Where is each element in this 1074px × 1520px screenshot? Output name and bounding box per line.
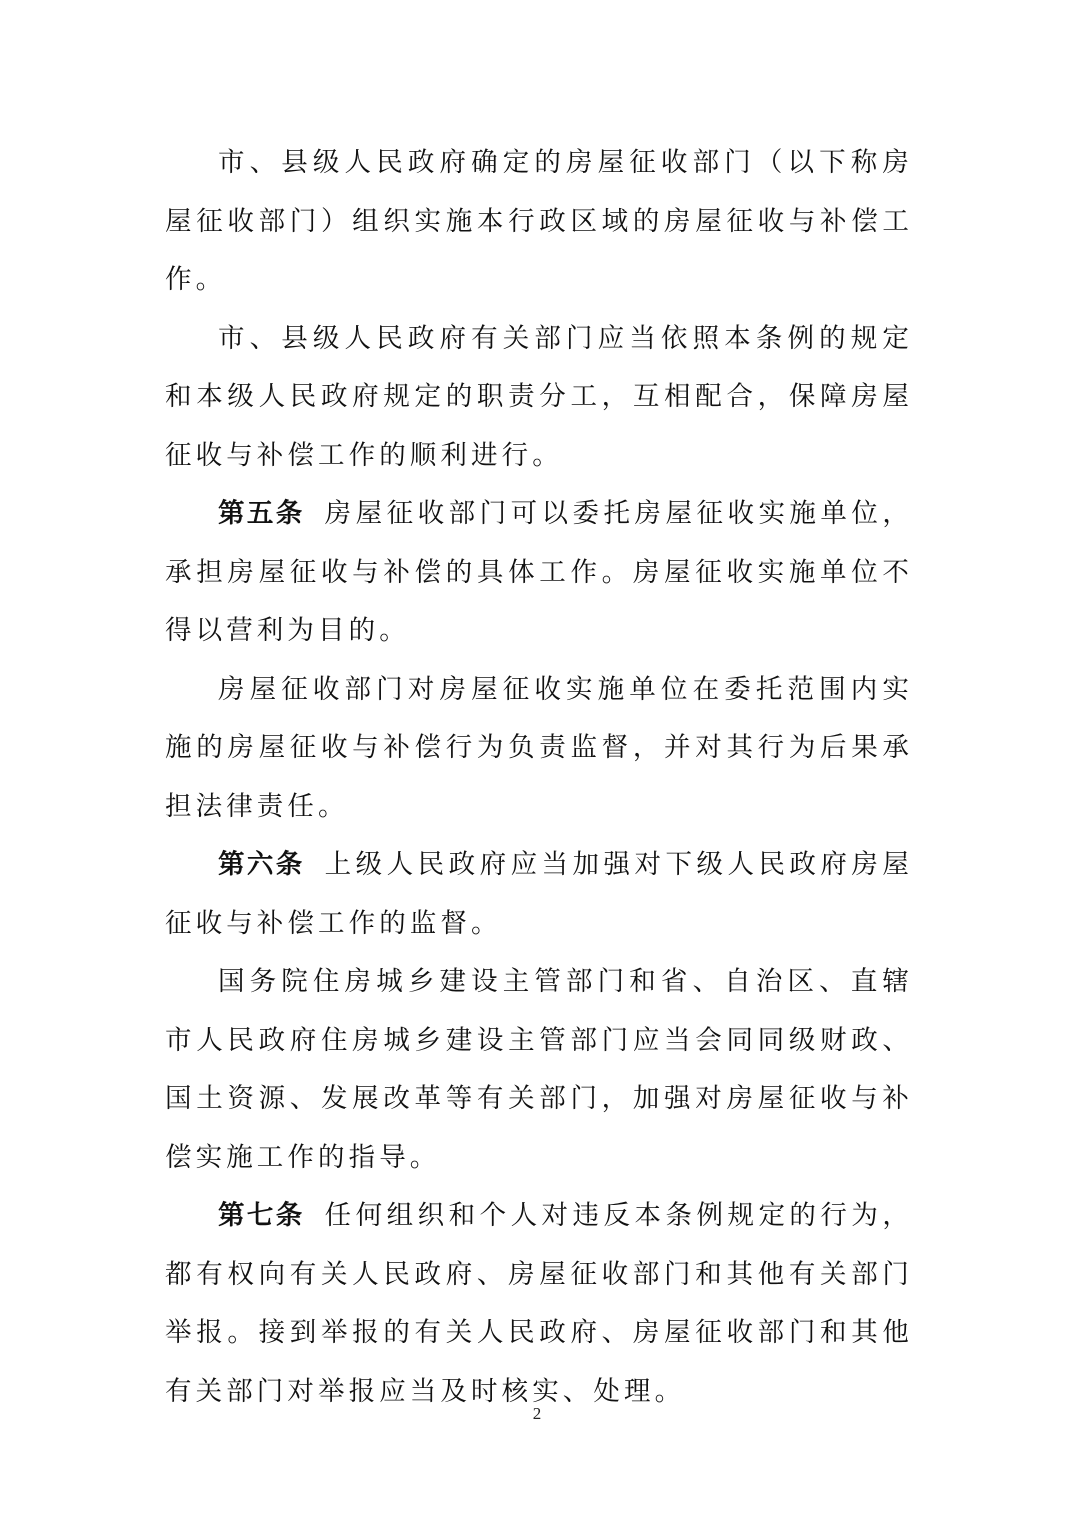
- paragraph-text: 房屋征收部门可以委托房屋征收实施单位，承担房屋征收与补偿的具体工作。房屋征收实施单位不得以营利为目的。: [165, 498, 913, 646]
- article-paragraph: [165, 836, 913, 953]
- paragraph-text: 上级人民政府应当加强对下级人民政府房屋征收与补偿工作的监督。: [165, 849, 913, 939]
- paragraph-text: 市、县级人民政府有关部门应当依照本条例的规定和本级人民政府规定的职责分工，互相配合，保障房屋征收与补偿工作的顺利进行。: [165, 322, 913, 471]
- page-number: 2: [532, 1404, 542, 1423]
- paragraph-text: 国务院住房城乡建设主管部门和省、自治区、直辖市人民政府住房城乡建设主管部门应当会同同级财政、国土资源、发展改革等有关部门，加强对房屋征收与补偿实施工作的指导。: [165, 966, 913, 1173]
- paragraph: [165, 661, 913, 837]
- paragraph: [165, 310, 913, 486]
- article-number: 第七条: [218, 1200, 305, 1231]
- article-paragraph: [165, 1187, 913, 1421]
- paragraph-text: 房屋征收部门对房屋征收实施单位在委托范围内实施的房屋征收与补偿行为负责监督，并对其行为后果承担法律责任。: [165, 673, 913, 822]
- article-number: 第六条: [218, 849, 305, 880]
- paragraph-text: 市、县级人民政府确定的房屋征收部门（以下称房屋征收部门）组织实施本行政区域的房屋征收与补偿工作。: [165, 147, 913, 295]
- paragraph: [165, 134, 913, 310]
- document-body: [165, 134, 913, 1421]
- paragraph: [165, 953, 913, 1187]
- article-paragraph: [165, 485, 913, 661]
- paragraph-text: 任何组织和个人对违反本条例规定的行为，都有权向有关人民政府、房屋征收部门和其他有关部门举报。接到举报的有关人民政府、房屋征收部门和其他有关部门对举报应当及时核实、处理。: [165, 1200, 913, 1407]
- article-number: 第五条: [218, 498, 305, 529]
